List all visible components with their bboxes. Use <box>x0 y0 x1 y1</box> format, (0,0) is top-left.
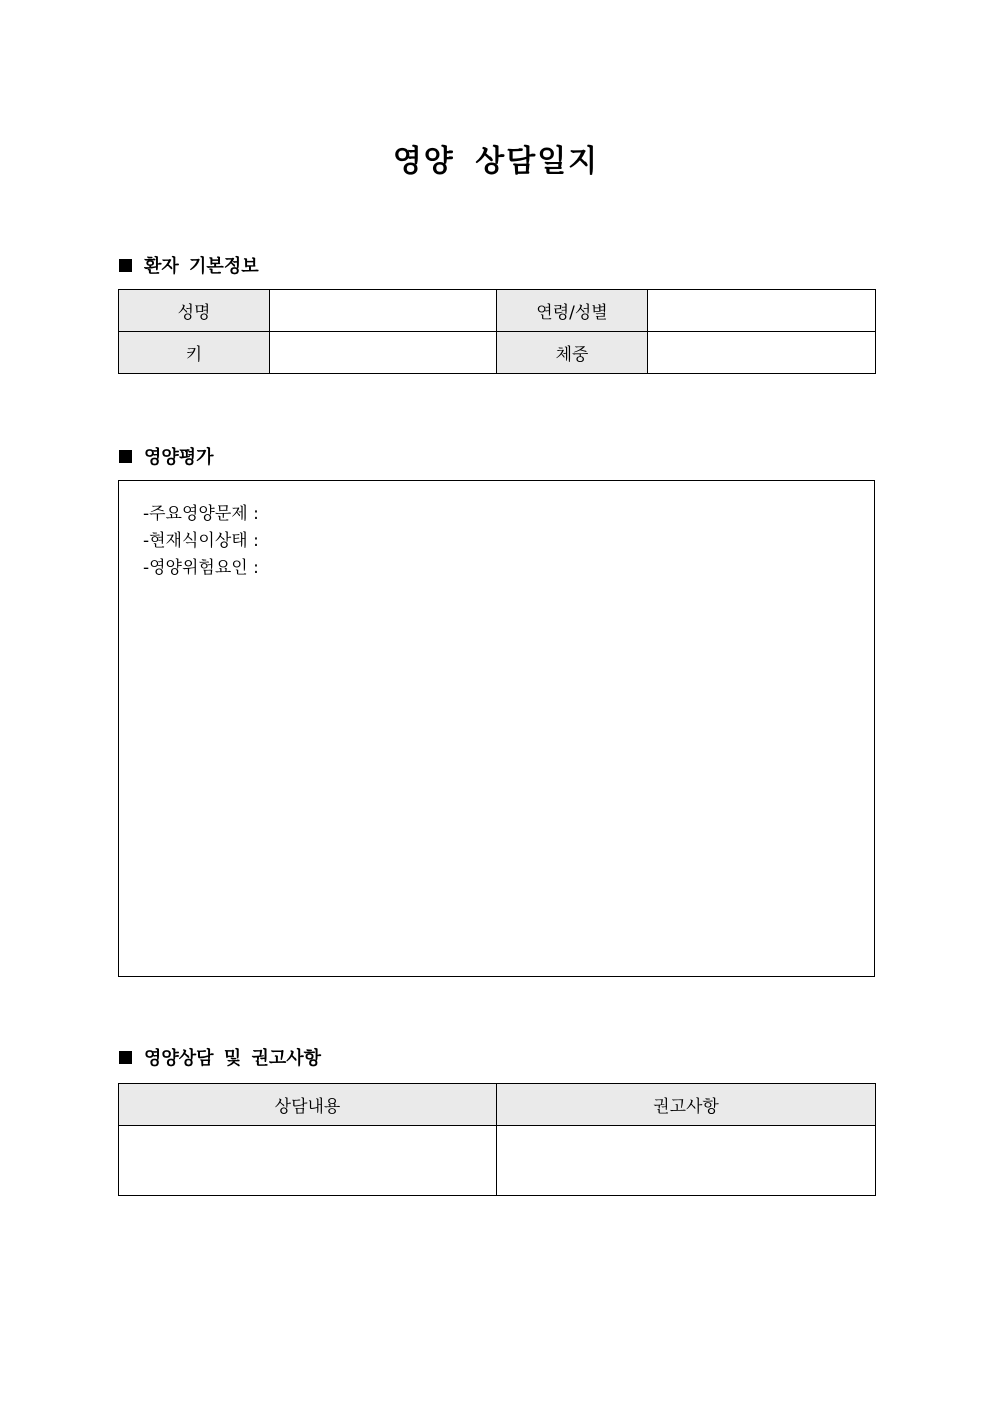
field-label-age-sex: 연령/성별 <box>497 290 648 332</box>
assessment-item-risk-factors: -영양위험요인 : <box>143 558 259 578</box>
section-heading-patient-info <box>119 252 259 278</box>
square-bullet-icon <box>119 259 132 272</box>
assessment-item-main-problem: -주요영양문제 : <box>143 504 259 524</box>
field-value-weight[interactable] <box>648 332 876 374</box>
section-heading-assessment <box>119 443 214 469</box>
section-heading-counseling <box>119 1044 321 1070</box>
recommendations-cell[interactable] <box>497 1126 876 1196</box>
table-row <box>119 1126 876 1196</box>
table-row <box>119 1084 876 1126</box>
section-heading-text: 환자 기본정보 <box>144 256 259 277</box>
square-bullet-icon <box>119 1051 132 1064</box>
assessment-list <box>143 501 259 582</box>
table-row <box>119 290 876 332</box>
field-label-name: 성명 <box>119 290 270 332</box>
counseling-table <box>118 1083 876 1196</box>
column-header-counseling-content: 상담내용 <box>119 1084 497 1126</box>
column-header-recommendations: 권고사항 <box>497 1084 876 1126</box>
section-heading-text: 영양상담 및 권고사항 <box>144 1048 322 1069</box>
field-label-weight: 체중 <box>497 332 648 374</box>
counseling-content-cell[interactable] <box>119 1126 497 1196</box>
field-value-name[interactable] <box>270 290 497 332</box>
field-value-height[interactable] <box>270 332 497 374</box>
field-value-age-sex[interactable] <box>648 290 876 332</box>
field-label-height: 키 <box>119 332 270 374</box>
patient-info-table <box>118 289 876 374</box>
assessment-box[interactable] <box>118 480 875 977</box>
assessment-item-diet-status: -현재식이상태 : <box>143 531 259 551</box>
section-heading-text: 영양평가 <box>144 447 214 468</box>
square-bullet-icon <box>119 450 132 463</box>
table-row <box>119 332 876 374</box>
page-title: 영양 상담일지 <box>392 144 600 179</box>
